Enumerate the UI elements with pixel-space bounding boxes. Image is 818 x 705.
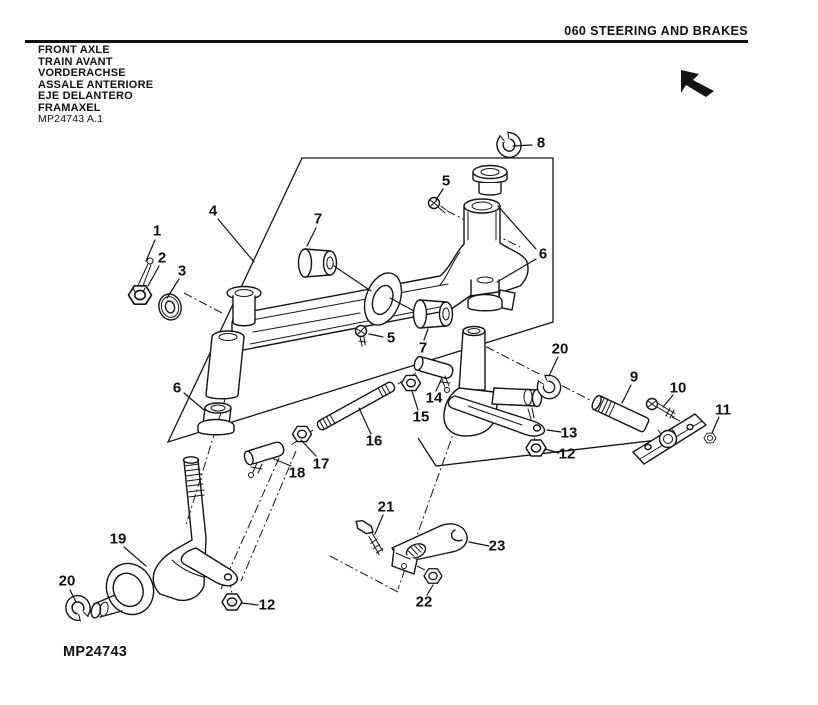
callout-20-24: 20 [58,572,76,590]
kingpin-bushing-left [198,403,234,435]
figure-code: MP24743 [63,644,128,660]
title-line: FRAMAXEL [38,101,101,114]
title-line: FRONT AXLE [38,44,110,56]
title-line: VORDERACHSE [38,67,126,80]
clamp-bolt [348,518,391,555]
kingpin-tube [206,331,244,399]
callout-6-7: 6 [172,379,182,397]
nut-12-right [526,440,546,456]
nut-15 [402,375,421,390]
figure-reference: MP24743 A.1 [38,113,104,125]
bolt-mid [356,326,367,347]
back-arrow-icon [681,70,714,97]
callout-15-18: 15 [412,408,430,426]
callout-14-17: 14 [425,389,443,407]
nut-17 [293,426,312,441]
callout-12-14: 12 [558,445,576,463]
callout-5-5: 5 [386,329,396,347]
callout-22-26: 22 [415,593,433,611]
callout-4-3: 4 [208,202,218,220]
nut-22 [424,569,442,583]
section-header: 060 STEERING AND BRAKES [564,24,748,38]
callout-3-2: 3 [177,262,187,280]
callout-13-16: 13 [560,424,578,442]
callout-11-13: 11 [715,401,731,419]
callout-7-8: 7 [313,210,323,228]
title-line: TRAIN AVANT [38,55,113,68]
kingpin-bushing-upper [473,166,507,196]
callout-7-9: 7 [418,339,428,357]
tie-rod-end-right [413,355,454,392]
bolt-upper [429,198,447,214]
pivot-bushing-left [299,249,372,291]
callout-1-0: 1 [152,222,162,240]
callout-17-20: 17 [312,455,330,473]
castle-nut [129,286,152,304]
washer [156,292,184,323]
pivot-pin [590,394,649,432]
callout-23-27: 23 [488,537,506,555]
callout-9-11: 9 [629,368,639,386]
title-line: ASSALE ANTERIORE [38,78,154,91]
tie-rod [316,381,396,431]
snap-ring-top [492,127,525,162]
callout-12-15: 12 [258,596,276,614]
callout-21-25: 21 [377,498,395,516]
cotter-pin [138,258,153,288]
snap-ring-left [61,591,95,626]
callout-6-6: 6 [538,245,548,263]
bracket-bolt [647,399,676,419]
nut-12-bottom [222,594,242,610]
leader-lines [70,145,719,605]
callout-2-1: 2 [157,249,167,267]
title-line: EJE DELANTERO [38,90,133,103]
callout-18-21: 18 [288,464,306,482]
callout-20-23: 20 [551,340,569,358]
steering-clamp [392,524,467,574]
right-spindle [444,327,545,437]
nut-11 [704,433,716,443]
callout-19-22: 19 [109,530,127,548]
callout-8-10: 8 [536,134,546,152]
callout-16-19: 16 [365,432,383,450]
callout-5-4: 5 [441,172,451,190]
callout-10-12: 10 [669,379,687,397]
